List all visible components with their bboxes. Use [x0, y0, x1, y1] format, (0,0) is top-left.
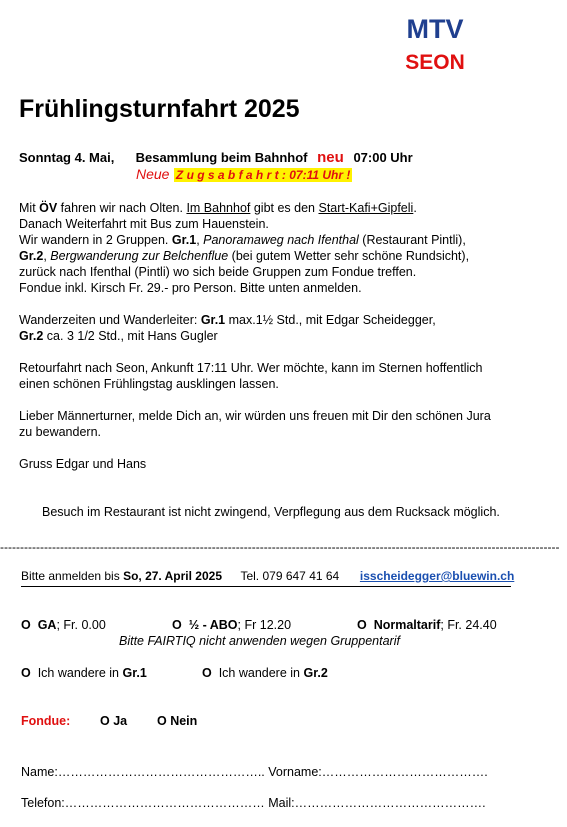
greeting: Gruss Edgar und Hans	[19, 457, 147, 471]
body-line: zurück nach Ifenthal (Pintli) wo sich beide Gruppen zum Fondue treffen.	[19, 265, 417, 279]
option-group-1[interactable]: O Ich wandere in Gr.1	[21, 666, 147, 680]
checkbox-circle-icon[interactable]: O	[21, 666, 31, 680]
body-line: Mit ÖV fahren wir nach Olten. Im Bahnhof gibt es den Start-Kafi+Gipfeli.	[19, 201, 417, 215]
checkbox-circle-icon[interactable]: O	[202, 666, 212, 680]
signup-phone: Tel. 079 647 41 64	[240, 569, 340, 583]
option-group-2[interactable]: O Ich wandere in Gr.2	[202, 666, 328, 680]
option-ga[interactable]: O GA; Fr. 0.00	[21, 618, 106, 632]
phone-mail-field[interactable]: Telefon:………………………………………… Mail:……………………………………….	[21, 796, 486, 810]
body-line: Gr.2 ca. 3 1/2 Std., mit Hans Gugler	[19, 329, 218, 343]
new-departure-line	[136, 166, 352, 184]
body-paragraph-4	[19, 408, 491, 440]
body-line: einen schönen Frühlingstag ausklingen lassen.	[19, 377, 279, 391]
new-departure: Z u g s a b f a h r t : 07:11 Uhr !	[175, 168, 351, 182]
body-line: Fondue inkl. Kirsch Fr. 29.- pro Person. Bitte unten anmelden.	[19, 281, 362, 295]
body-line: Lieber Männerturner, melde Dich an, wir würden uns freuen mit Dir den schönen Jura	[19, 409, 491, 423]
checkbox-circle-icon[interactable]: O	[357, 618, 367, 632]
new-label: Neue	[136, 166, 170, 182]
fairtiq-note: Bitte FAIRTIQ nicht anwenden wegen Gruppentarif	[119, 634, 400, 648]
body-line: Retourfahrt nach Seon, Ankunft 17:11 Uhr. Wer möchte, kann im Sternen hoffentlich	[19, 361, 483, 375]
body-paragraph-3	[19, 360, 482, 392]
meeting-date: Sonntag 4. Mai,	[19, 150, 115, 165]
body-line: Wir wandern in 2 Gruppen. Gr.1, Panoramaweg nach Ifenthal (Restaurant Pintli),	[19, 233, 466, 247]
body-line: Gr.2, Bergwanderung zur Belchenflue (bei gutem Wetter sehr schöne Rundsicht),	[19, 249, 470, 263]
cut-line: --------------------------------------------------------------------------------------------------------------------------------------------	[0, 540, 560, 554]
signup-email-link[interactable]: isscheidegger@bluewin.ch	[359, 569, 515, 583]
body-line: zu bewandern.	[19, 425, 102, 439]
name-field[interactable]: Name:………………………………………….. Vorname:………………………………….	[21, 765, 488, 779]
fondue-no-option[interactable]: O Nein	[157, 714, 198, 728]
fondue-yes-option[interactable]: O Ja	[100, 714, 128, 728]
meeting-line	[19, 149, 413, 166]
checkbox-circle-icon[interactable]: O	[21, 618, 31, 632]
page-title: Frühlingsturnfahrt 2025	[19, 95, 300, 123]
signup-underline	[21, 586, 511, 587]
meeting-place: Besammlung beim Bahnhof	[135, 150, 308, 165]
logo-seon: SEON	[405, 51, 465, 74]
restaurant-note: Besuch im Restaurant ist nicht zwingend, Verpflegung aus dem Rucksack möglich.	[42, 505, 500, 519]
checkbox-circle-icon[interactable]: O	[172, 618, 182, 632]
new-marker: neu	[317, 149, 344, 166]
fondue-label: Fondue:	[21, 714, 71, 728]
body-line: Danach Weiterfahrt mit Bus zum Hauenstein.	[19, 217, 269, 231]
signup-line: Bitte anmelden bis So, 27. April 2025 Tel. 079 647 41 64 isscheidegger@bluewin.ch	[21, 569, 515, 583]
option-abo[interactable]: O ½ - ABO; Fr 12.20	[172, 618, 292, 632]
body-line: Wanderzeiten und Wanderleiter: Gr.1 max.1½ Std., mit Edgar Scheidegger,	[19, 313, 436, 327]
option-normaltarif[interactable]: O Normaltarif; Fr. 24.40	[357, 618, 497, 632]
body-paragraph-1	[19, 200, 469, 296]
body-paragraph-2	[19, 312, 436, 344]
logo-mtv: MTV	[406, 14, 464, 44]
meeting-time: 07:00 Uhr	[353, 150, 413, 165]
signup-deadline: So, 27. April 2025	[123, 569, 222, 583]
